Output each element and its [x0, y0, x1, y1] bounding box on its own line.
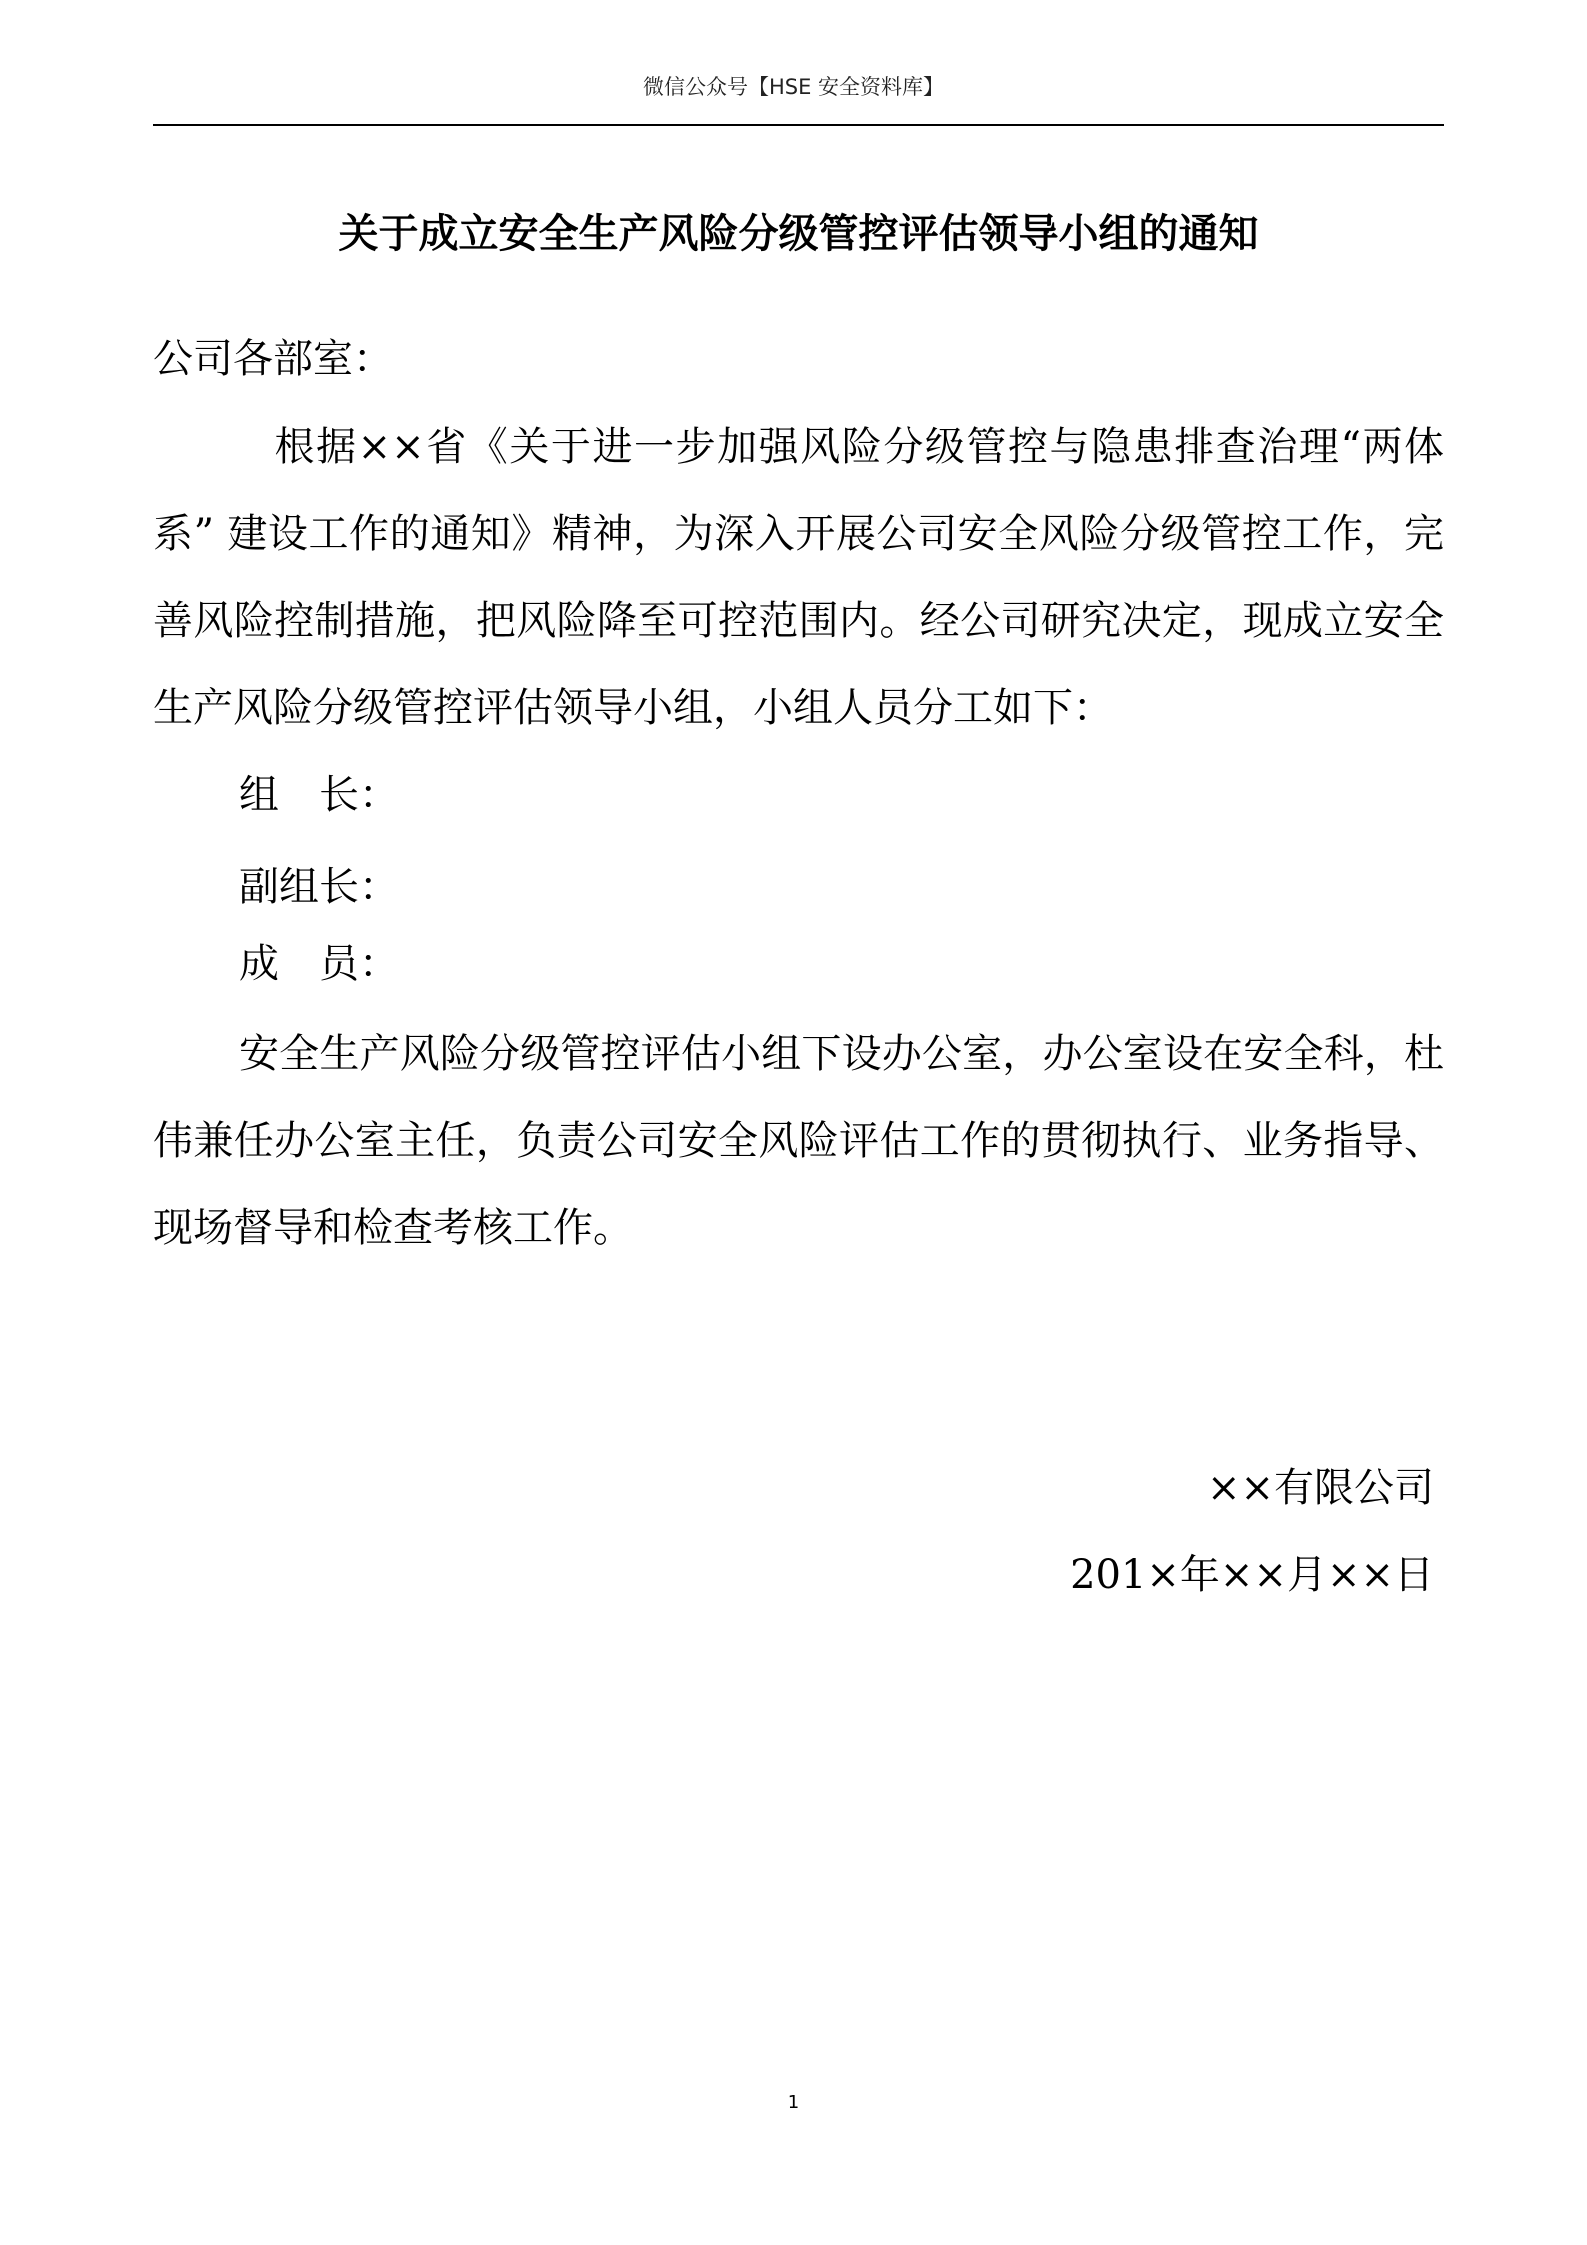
page-header: 微信公众号【HSE 安全资料库】	[642, 75, 945, 99]
signature-company: ××有限公司	[1206, 1465, 1434, 1511]
role-deputy-leader: 副组长：	[239, 864, 399, 910]
role-leader: 组 长：	[239, 772, 399, 818]
role-members: 成 员：	[239, 941, 399, 987]
paragraph-office-setup: 安全生产风险分级管控评估小组下设办公室，办公室设在安全科，杜伟兼任办公室主任，负责公司安全风险评估工作的贯彻执行、业务指导、现场督导和检查考核工作。	[153, 1031, 1444, 1251]
signature-date: 201×年××月××日	[1070, 1552, 1434, 1598]
header-divider	[153, 124, 1444, 126]
salutation: 公司各部室：	[153, 336, 393, 382]
paragraph-notice-basis: 根据××省《关于进一步加强风险分级管控与隐患排查治理“两体系” 建设工作的通知》精神，为深入开展公司安全风险分级管控工作，完善风险控制措施，把风险降至可控范围内。经公司研究决定，现成立安全生产风险分级管控评估领导小组，小组人员分工如下：	[153, 424, 1444, 731]
document-title: 关于成立安全生产风险分级管控评估领导小组的通知	[338, 211, 1259, 257]
page-number: 1	[787, 2092, 800, 2113]
